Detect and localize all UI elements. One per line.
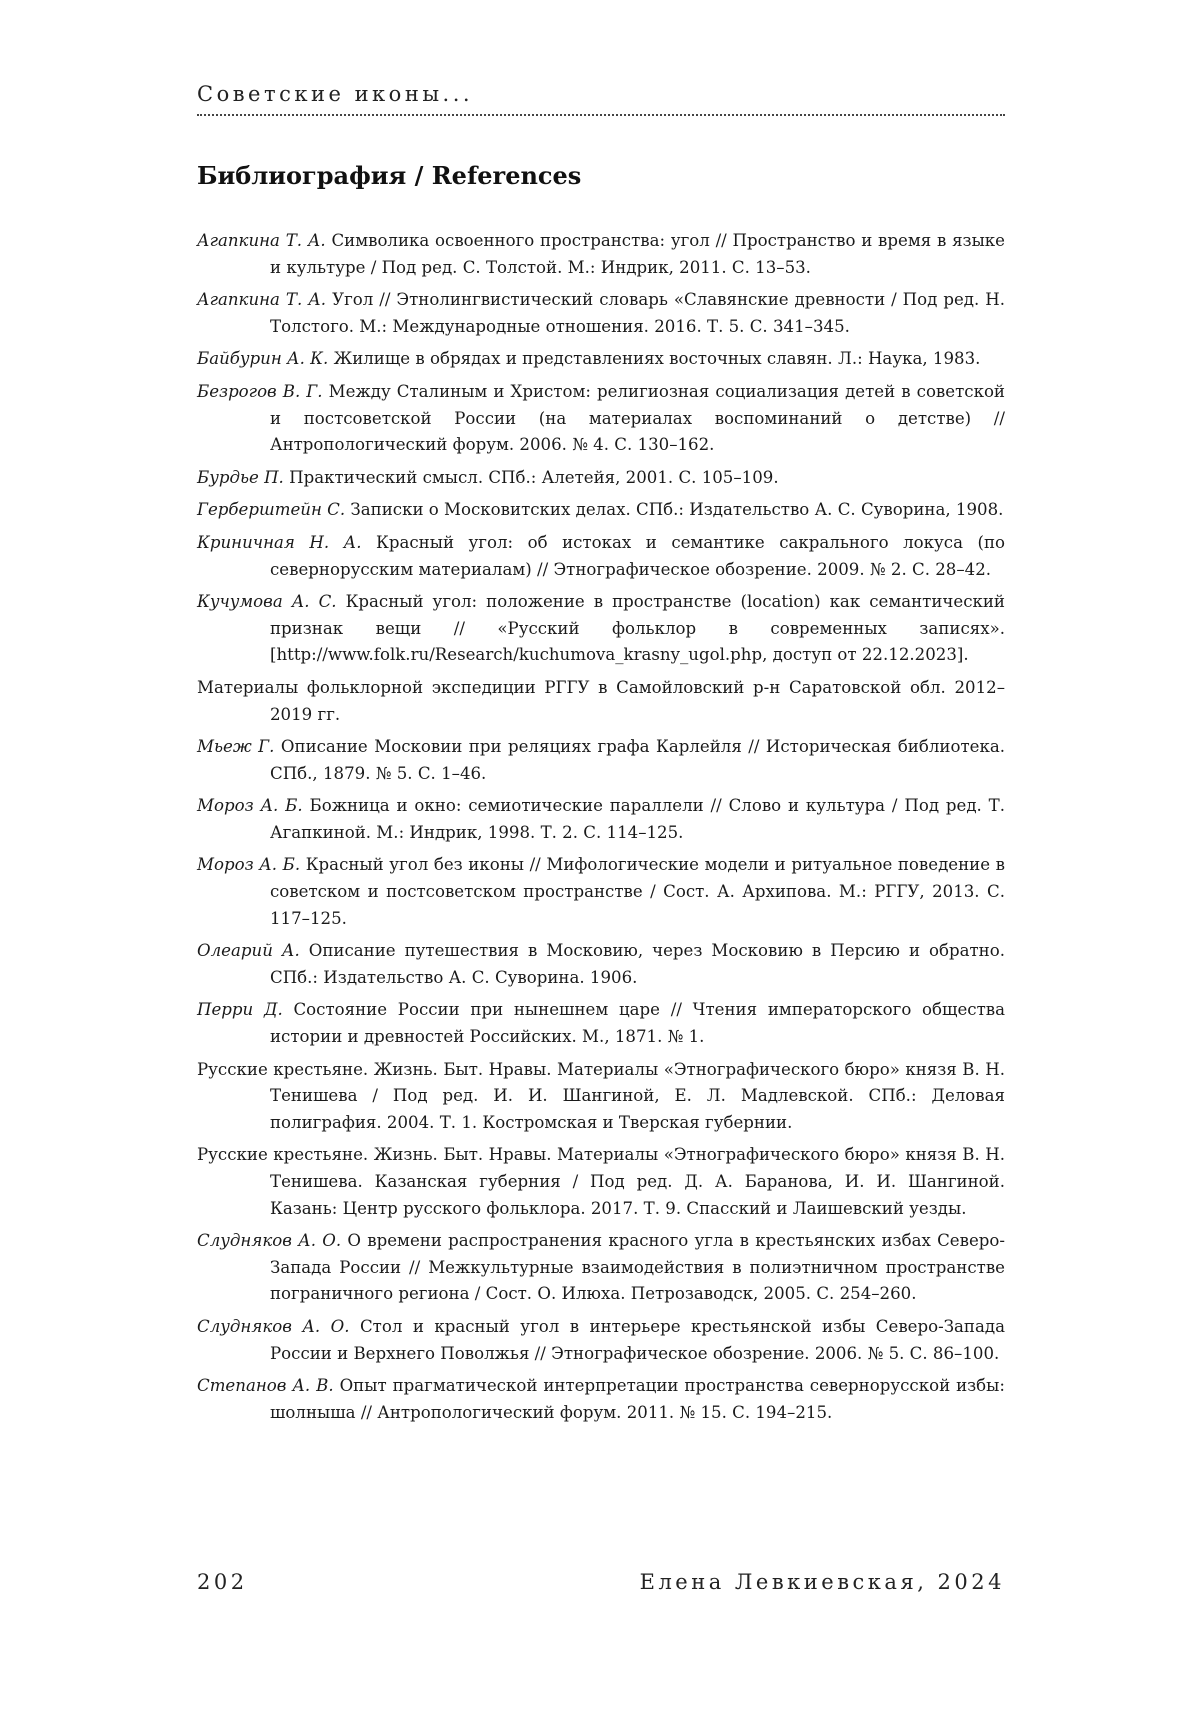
reference-text: Материалы фольклорной экспедиции РГГУ в Самойловский р-н Саратовской обл. 2012–2019 гг. (197, 677, 1005, 724)
reference-author: Агапкина Т. А. (197, 290, 327, 310)
section-title: Библиография / References (197, 161, 582, 190)
reference-text: Символика освоенного пространства: угол // Пространство и время в языке и культуре / Под ред. С. Толстой. М.: Индрик, 2011. С. 13–53. (270, 231, 1006, 277)
reference-author: Кучумова А. С. (197, 592, 337, 612)
reference-entry (197, 852, 1005, 932)
reference-text: Красный угол: об истоках и семантике сакрального локуса (по севернорусским материалам) // Этнографическое обозрение. 2009. № 2. С. 28–42. (270, 532, 1005, 579)
reference-entry (197, 1142, 1005, 1222)
reference-text: О времени распространения красного угла в крестьянских избах Северо-Запада России // Межкультурные взаимодействия в полиэтничном пространстве пограничного региона / Сост. О. Илюха. Петрозаводск, 2005. С. 254–260. (270, 1231, 1005, 1304)
reference-author: Олеарий А. (197, 941, 300, 961)
reference-entry (197, 346, 1005, 373)
reference-entry (197, 1057, 1005, 1137)
reference-text: Русские крестьяне. Жизнь. Быт. Нравы. Материалы «Этнографического бюро» князя В. Н. Тенишева. Казанская губерния / Под ред. Д. А. Баранова, И. И. Шангиной. Казань: Центр русского фольклора. 2017. Т. 9. Спасский и Лаишевский уезды. (197, 1145, 1005, 1218)
reference-author: Мороз А. Б. (197, 796, 303, 816)
reference-text: Описание путешествия в Московию, через Московию в Персию и обратно. СПб.: Издательство А. С. Суворина. 1906. (270, 941, 1006, 987)
reference-text: Записки о Московитских делах. СПб.: Издательство А. С. Суворина, 1908. (350, 500, 1004, 520)
reference-author: Перри Д. (197, 1000, 283, 1020)
reference-text: Между Сталиным и Христом: религиозная социализация детей в советской и постсоветской России (на материалах воспоминаний о детстве) // Антропологический форум. 2006. № 4. С. 130–162. (270, 381, 1005, 455)
reference-author: Безрогов В. Г. (197, 381, 323, 401)
reference-entry (197, 287, 1005, 340)
reference-text: Красный угол без иконы // Мифологические модели и ритуальное поведение в советском и постсоветском пространстве / Сост. А. Архипова. М.: РГГУ, 2013. С. 117–125. (270, 855, 1005, 928)
header-divider (197, 114, 1005, 116)
reference-author: Слудняков А. О. (197, 1231, 342, 1251)
reference-text: Божница и окно: семиотические параллели // Слово и культура / Под ред. Т. Агапкиной. М.: Индрик, 1998. Т. 2. С. 114–125. (270, 796, 1006, 842)
reference-list (197, 228, 1005, 1426)
reference-entry (197, 675, 1005, 728)
reference-entry (197, 465, 1005, 492)
reference-text: Состояние России при нынешнем царе // Чтения императорского общества истории и древностей Российских. М., 1871. № 1. (270, 1000, 1005, 1047)
reference-text: Стол и красный угол в интерьере крестьянской избы Северо-Запада России и Верхнего Поволжья // Этнографическое обозрение. 2006. № 5. С. 86–100. (270, 1316, 1005, 1363)
reference-author: Криничная Н. А. (197, 532, 362, 552)
reference-text: Практический смысл. СПб.: Алетейя, 2001. С. 105–109. (289, 467, 779, 487)
reference-author: Герберштейн С. (197, 500, 346, 520)
reference-entry (197, 497, 1005, 524)
reference-author: Степанов А. В. (197, 1376, 334, 1396)
reference-text: Русские крестьяне. Жизнь. Быт. Нравы. Материалы «Этнографического бюро» князя В. Н. Тенишева / Под ред. И. И. Шангиной, Е. Л. Мадлевской. СПб.: Деловая полиграфия. 2004. Т. 1. Костромская и Тверская губернии. (197, 1059, 1005, 1132)
reference-entry (197, 938, 1005, 991)
reference-entry (197, 530, 1005, 583)
reference-author: Мороз А. Б. (197, 855, 301, 875)
running-title: Советские иконы... (197, 82, 474, 106)
reference-author: Агапкина Т. А. (197, 231, 326, 250)
reference-author: Байбурин А. К. (197, 349, 329, 369)
reference-entry (197, 228, 1005, 281)
reference-text: Угол // Этнолингвистический словарь «Славянские древности / Под ред. Н. Толстого. М.: Международные отношения. 2016. Т. 5. С. 341–345. (270, 290, 1005, 336)
reference-entry (197, 589, 1005, 669)
reference-entry (197, 1373, 1005, 1426)
page-body (197, 80, 1005, 1432)
reference-text: Жилище в обрядах и представлениях восточных славян. Л.: Наука, 1983. (333, 349, 981, 369)
reference-author: Слудняков А. О. (197, 1316, 350, 1336)
reference-entry (197, 997, 1005, 1050)
reference-entry (197, 1228, 1005, 1308)
reference-text: Опыт прагматической интерпретации пространства севернорусской избы: шолныша // Антропологический форум. 2011. № 15. С. 194–215. (270, 1376, 1005, 1422)
reference-entry (197, 379, 1005, 459)
reference-text: Красный угол: положение в пространстве (location) как семантический признак вещи // «Русский фольклор в современных записях». [http://www.folk.ru/Research/kuchumova_krasny_ugol.php, доступ от 22.12.2023]. (270, 592, 1005, 665)
reference-text: Описание Московии при реляциях графа Карлейля // Историческая библиотека. СПб., 1879. № 5. С. 1–46. (270, 737, 1005, 783)
copyright-line: Елена Левкиевская, 2024 (639, 1570, 1005, 1594)
page-footer (197, 1570, 1005, 1594)
reference-author: Бурдье П. (197, 467, 284, 487)
page-number: 202 (197, 1570, 248, 1594)
reference-entry (197, 734, 1005, 787)
reference-author: Мьеж Г. (197, 737, 275, 757)
reference-entry (197, 1314, 1005, 1367)
reference-entry (197, 793, 1005, 846)
